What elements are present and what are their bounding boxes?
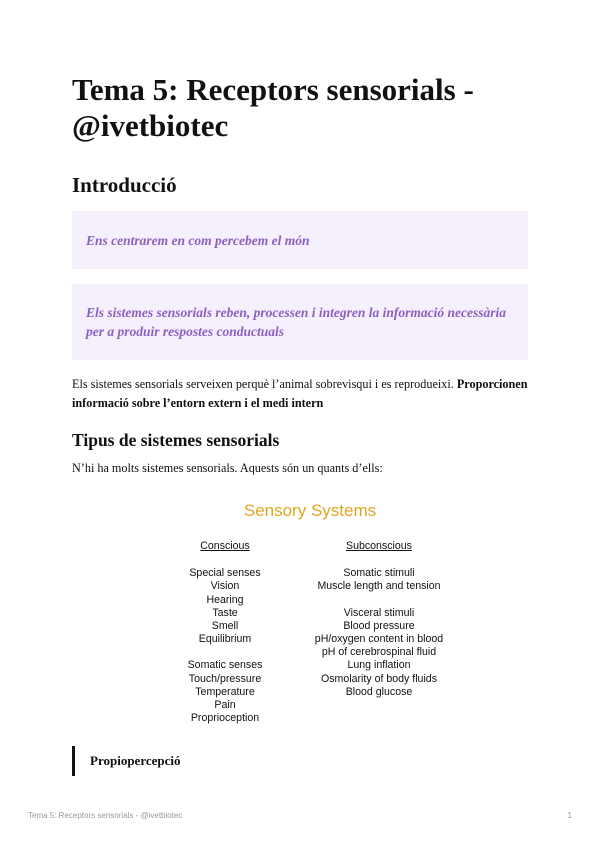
callout-box	[72, 284, 528, 360]
list-item: Pain	[214, 699, 236, 712]
callout-text: Els sistemes sensorials reben, processen i integren la informació necessària per a produir respostes conductuals	[86, 305, 507, 339]
list-item: Hearing	[206, 593, 244, 606]
footer-document-title: Tema 5: Receptors sensorials - @ivetbiotec	[28, 811, 183, 820]
list-item: Visceral stimuli	[343, 606, 415, 619]
list-item: pH/oxygen content in blood	[314, 633, 444, 646]
list-item: Blood pressure	[343, 619, 415, 632]
conscious-column	[150, 540, 300, 725]
subconscious-column	[284, 540, 474, 699]
list-item: Touch/pressure	[188, 672, 262, 685]
list-item: pH of cerebrospinal fluid	[321, 646, 437, 659]
intro-paragraph	[72, 375, 528, 413]
footer-page-number: 1	[567, 811, 572, 820]
column-heading: Conscious	[200, 540, 250, 552]
sensory-systems-figure	[150, 495, 470, 735]
list-item: Special senses	[189, 567, 261, 580]
intro-paragraph-bold: Proporcionen informació sobre l’entorn extern i el medi intern	[72, 377, 528, 410]
list-item: Smell	[211, 620, 239, 633]
section-heading-introduccio: Introducció	[72, 173, 177, 197]
list-item: Proprioception	[190, 712, 260, 725]
figure-title: Sensory Systems	[243, 501, 377, 520]
callout-text: Ens centrarem en com percebem el món	[86, 232, 310, 248]
list-item: Vision	[210, 580, 240, 593]
list-item: Temperature	[195, 685, 255, 698]
list-item: Lung inflation	[347, 659, 411, 672]
list-item: Taste	[212, 606, 238, 619]
list-item: Equilibrium	[198, 633, 252, 646]
types-paragraph: N’hi ha molts sistemes sensorials. Aquests són un quants d’ells:	[72, 461, 383, 475]
blockquote-text: Propiopercepció	[90, 753, 181, 768]
intro-paragraph-text: Els sistemes sensorials serveixen perquè l’animal sobrevisqui i es reprodueixi.	[72, 377, 457, 391]
list-item: Somatic stimuli	[343, 567, 415, 580]
column-heading: Subconscious	[346, 540, 412, 552]
page-title: Tema 5: Receptors sensorials - @ivetbiotec	[72, 72, 474, 143]
list-item: Osmolarity of body fluids	[321, 672, 437, 685]
blockquote	[72, 746, 181, 776]
section-heading-tipus: Tipus de sistemes sensorials	[72, 430, 280, 450]
list-item: Somatic senses	[187, 659, 263, 672]
list-item: Muscle length and tension	[317, 580, 441, 593]
list-item: Blood glucose	[345, 685, 413, 698]
callout-box	[72, 211, 528, 269]
